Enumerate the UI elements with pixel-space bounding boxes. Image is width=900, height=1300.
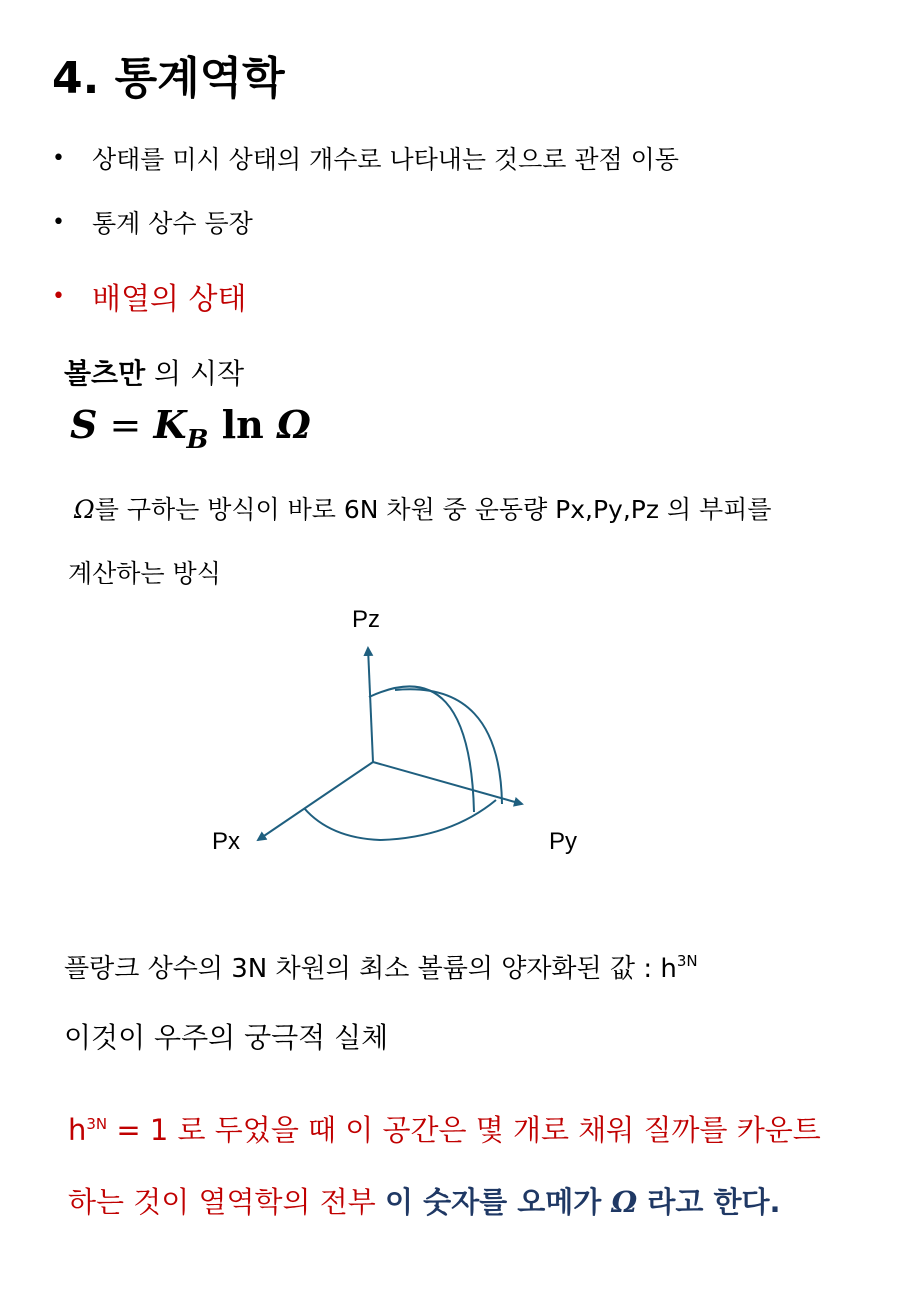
h-sup: 3N (86, 1115, 108, 1133)
red-line-1-text: = 1 로 두었을 때 이 공간은 몇 개로 채워 질까를 카운트 (107, 1113, 821, 1147)
formula-k: K (153, 402, 187, 447)
navy-text-a: 이 숫자를 오메가 (385, 1185, 612, 1219)
planck-text: 플랑크 상수의 3N 차원의 최소 볼륨의 양자화된 값 : h (64, 954, 677, 984)
red-line-1 (68, 1108, 821, 1149)
paragraph-continued: 계산하는 방식 (68, 559, 221, 588)
planck-sup: 3N (676, 952, 698, 970)
px-axis (258, 762, 373, 840)
bullet-text: 배열의 상태 (92, 282, 247, 317)
formula-eq: = (97, 403, 154, 447)
red-line-2 (68, 1180, 781, 1221)
formula-ln: ln (208, 402, 277, 447)
red-line-2-text: 하는 것이 열역학의 전부 (68, 1185, 386, 1219)
pz-axis (368, 648, 373, 762)
bullet-dot: • (52, 145, 65, 171)
pz-label: Pz (352, 606, 381, 633)
boltzmann-name: 볼츠만 (64, 357, 146, 390)
boltzmann-rest: 의 시작 (145, 357, 245, 390)
bullet-dot: • (52, 283, 65, 309)
px-label: Px (212, 828, 241, 855)
formula-omega: Ω (277, 402, 311, 447)
navy-text-b: 라고 한다. (637, 1185, 781, 1219)
bullet-text: 통계 상수 등장 (92, 209, 253, 238)
paragraph-text: 를 구하는 방식이 바로 6N 차원 중 운동량 Px,Py,Pz 의 부피를 (94, 495, 772, 524)
bullet-dot: • (52, 209, 65, 235)
navy-omega: Ω (611, 1185, 638, 1219)
sphere-arc-inner (369, 686, 474, 812)
py-label: Py (549, 828, 578, 855)
planck-paragraph (64, 948, 698, 985)
formula-s: S (70, 402, 98, 447)
bullet-text: 상태를 미시 상태의 개수로 나타내는 것으로 관점 이동 (92, 145, 679, 174)
formula-sub: B (186, 425, 209, 455)
omega-symbol: Ω (74, 495, 95, 524)
sphere-arc-base (304, 800, 496, 840)
page-title: 4. 통계역학 (52, 53, 285, 104)
ultimate-reality-text: 이것이 우주의 궁극적 실체 (64, 1021, 389, 1054)
h-symbol: h (68, 1113, 87, 1147)
